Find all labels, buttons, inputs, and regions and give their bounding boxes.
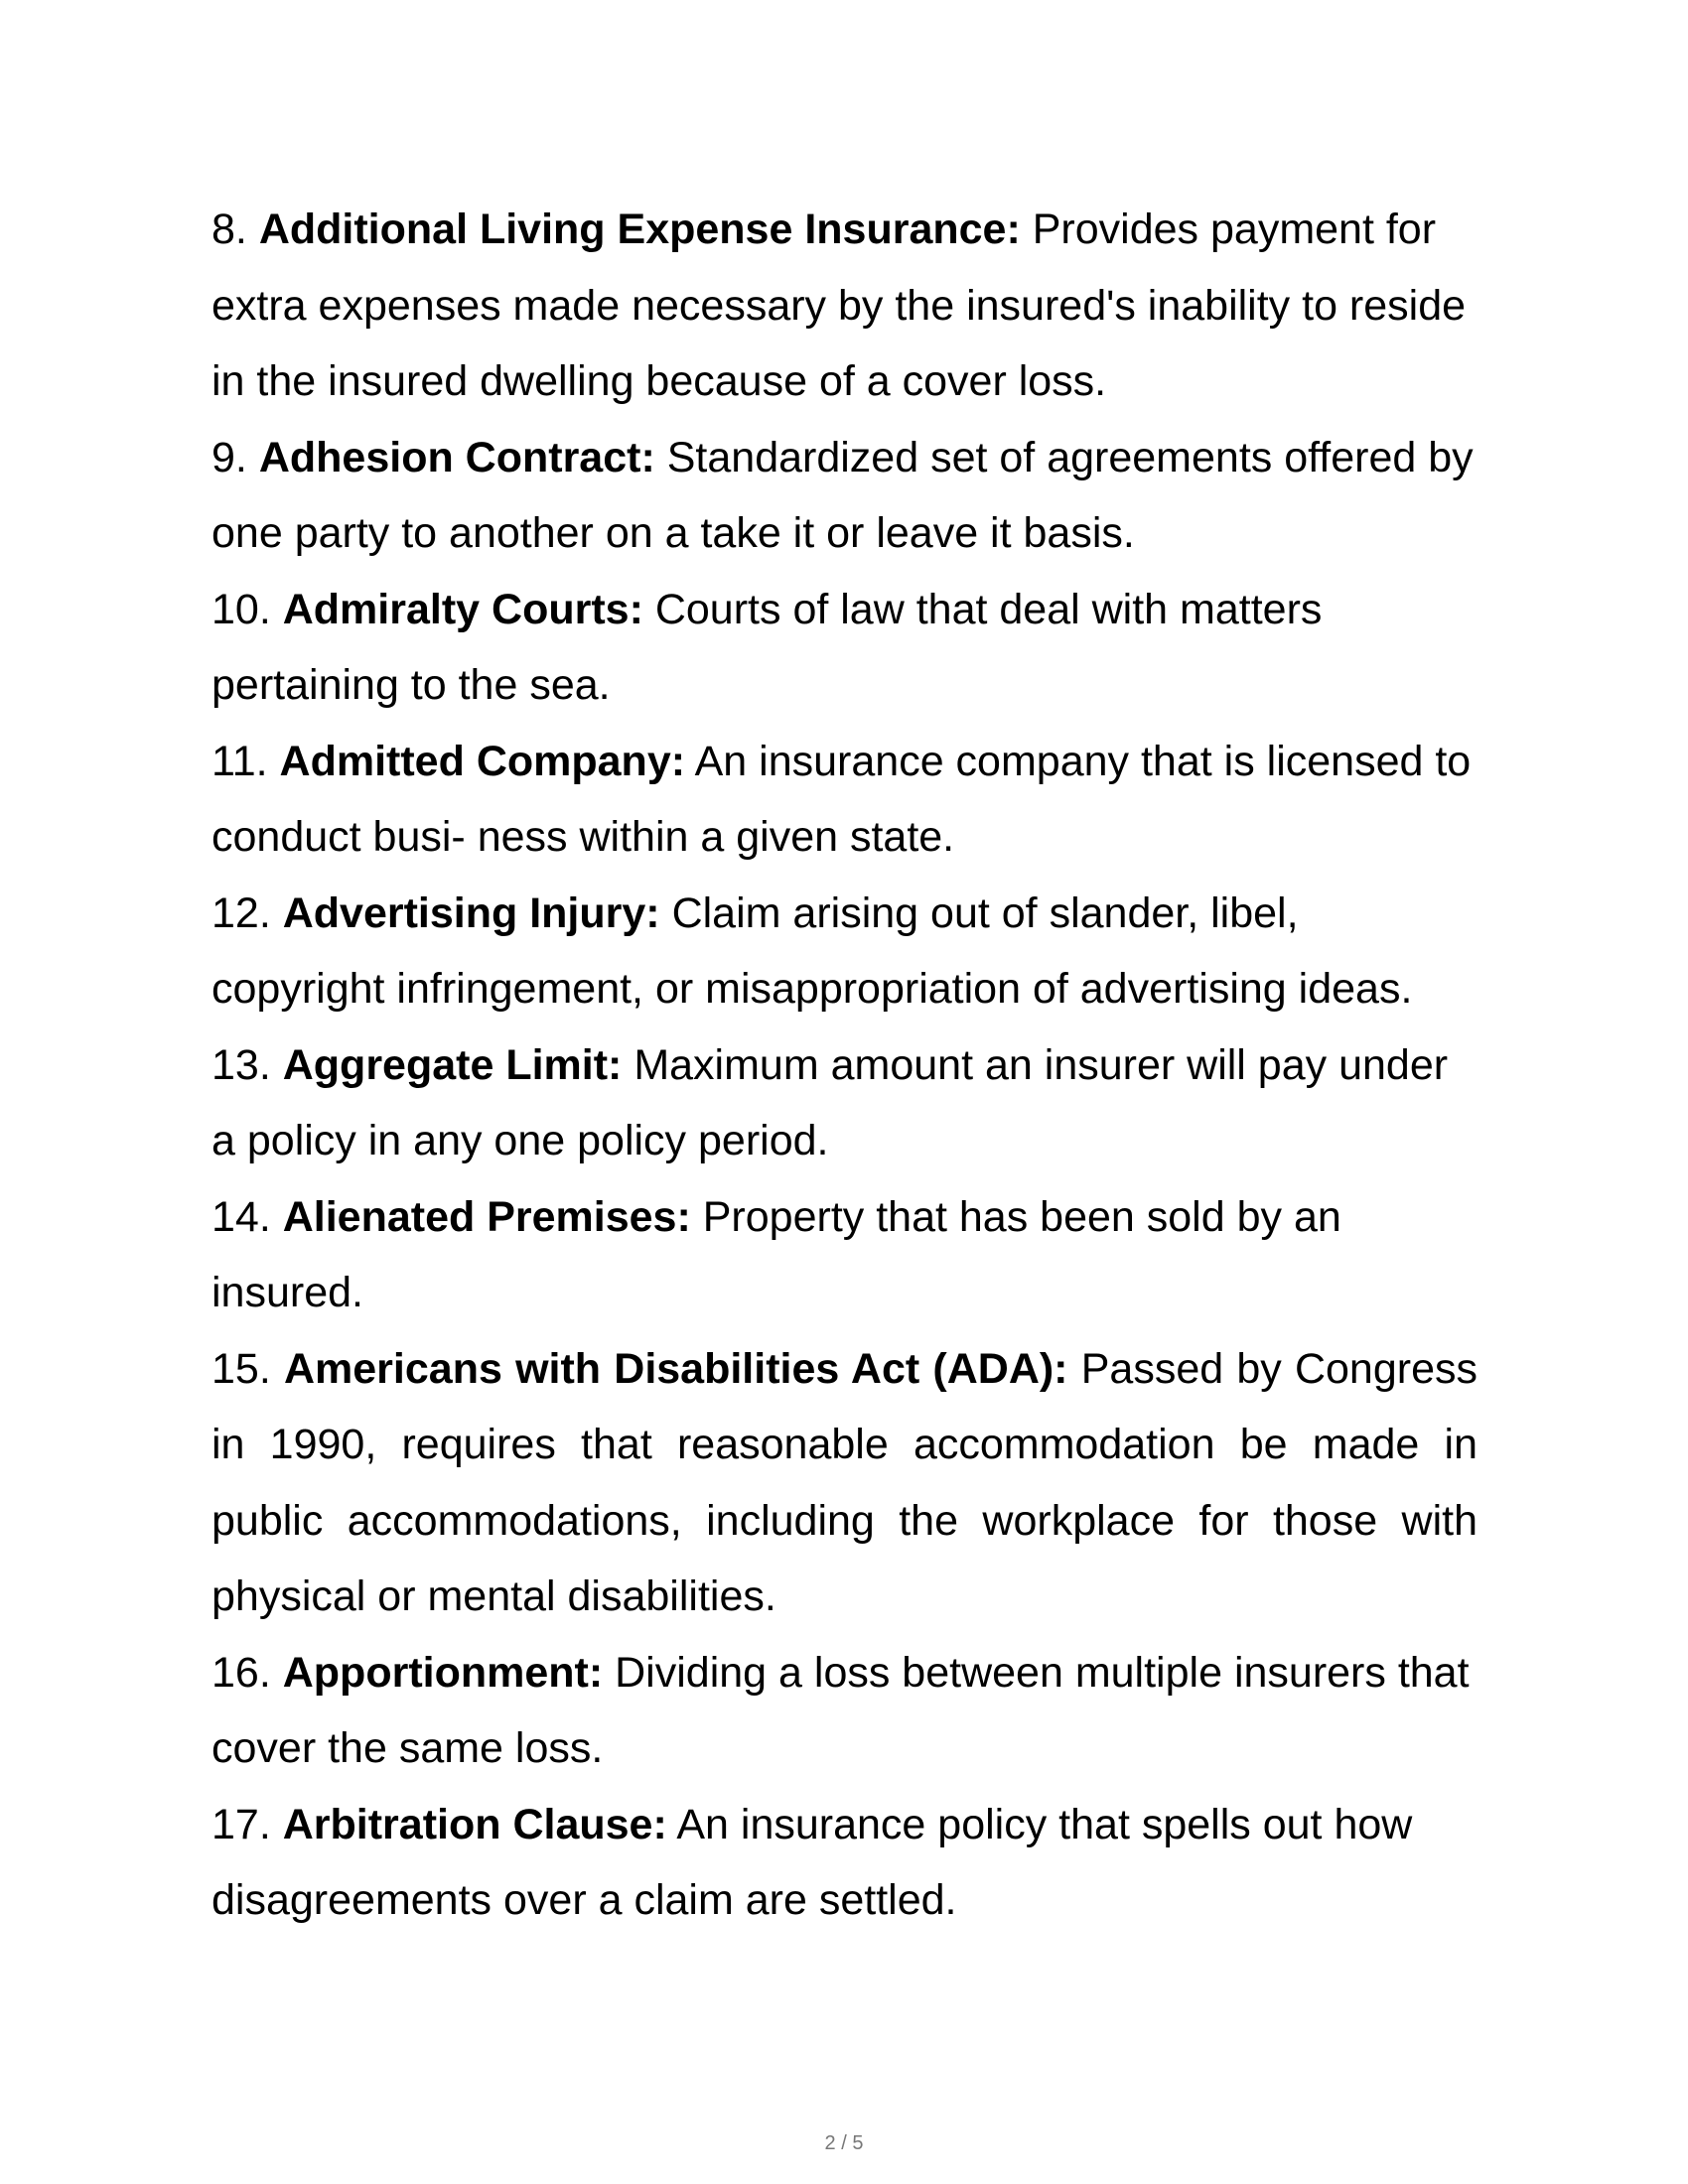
entry-definition: Courts of law that deal with matters pertaining to the sea.: [211, 585, 1323, 709]
entry-term: Advertising Injury:: [282, 888, 660, 937]
entry-number: 10.: [211, 585, 271, 633]
glossary-entry: [211, 1027, 1477, 1179]
entry-term: Admiralty Courts:: [282, 585, 643, 633]
entry-number: 9.: [211, 433, 247, 481]
glossary-entry: [211, 1331, 1477, 1635]
entry-definition: Provides payment for extra expenses made necessary by the insured's inability to reside in the insured dwelling because of a cover loss.: [211, 205, 1467, 405]
entry-definition: Passed by Congress in 1990, requires that reasonable accommodation be made in public accommodations, including the workplace for those with physical or mental disabilities.: [211, 1344, 1477, 1620]
entry-number: 15.: [211, 1344, 271, 1393]
entry-term: Apportionment:: [282, 1648, 604, 1697]
entry-term: Adhesion Contract:: [258, 433, 655, 481]
entry-number: 14.: [211, 1192, 271, 1241]
glossary-entry: [211, 572, 1477, 724]
glossary-entry: [211, 724, 1477, 876]
entry-term: Arbitration Clause:: [282, 1800, 667, 1848]
entry-term: Americans with Disabilities Act (ADA):: [283, 1344, 1068, 1393]
entry-definition: Claim arising out of slander, libel, copyright infringement, or misappropriation of advertising ideas.: [211, 888, 1413, 1013]
entry-definition: Property that has been sold by an insured.: [211, 1192, 1341, 1316]
glossary-entry: [211, 1179, 1477, 1331]
entry-definition: An insurance policy that spells out how disagreements over a claim are settled.: [211, 1800, 1413, 1924]
entry-number: 12.: [211, 888, 271, 937]
entry-term: Admitted Company:: [279, 737, 686, 785]
entry-definition: Maximum amount an insurer will pay under a policy in any one policy period.: [211, 1040, 1449, 1164]
entry-number: 17.: [211, 1800, 271, 1848]
page-number: 2 / 5: [824, 2132, 864, 2154]
entry-definition: Dividing a loss between multiple insurers that cover the same loss.: [211, 1648, 1470, 1772]
entry-number: 13.: [211, 1040, 271, 1089]
glossary-entry: [211, 192, 1477, 420]
entry-number: 11.: [211, 737, 268, 785]
glossary-entry: [211, 1787, 1477, 1939]
glossary-list: [211, 192, 1477, 1939]
entry-term: Aggregate Limit:: [282, 1040, 623, 1089]
entry-term: Additional Living Expense Insurance:: [258, 205, 1021, 253]
glossary-entry: [211, 876, 1477, 1027]
glossary-entry: [211, 420, 1477, 572]
entry-definition: Standardized set of agreements offered by one party to another on a take it or leave it basis.: [211, 433, 1474, 557]
entry-number: 16.: [211, 1648, 271, 1697]
entry-term: Alienated Premises:: [282, 1192, 691, 1241]
glossary-entry: [211, 1635, 1477, 1787]
entry-number: 8.: [211, 205, 247, 253]
entry-definition: An insurance company that is licensed to conduct busi- ness within a given state.: [211, 737, 1472, 861]
